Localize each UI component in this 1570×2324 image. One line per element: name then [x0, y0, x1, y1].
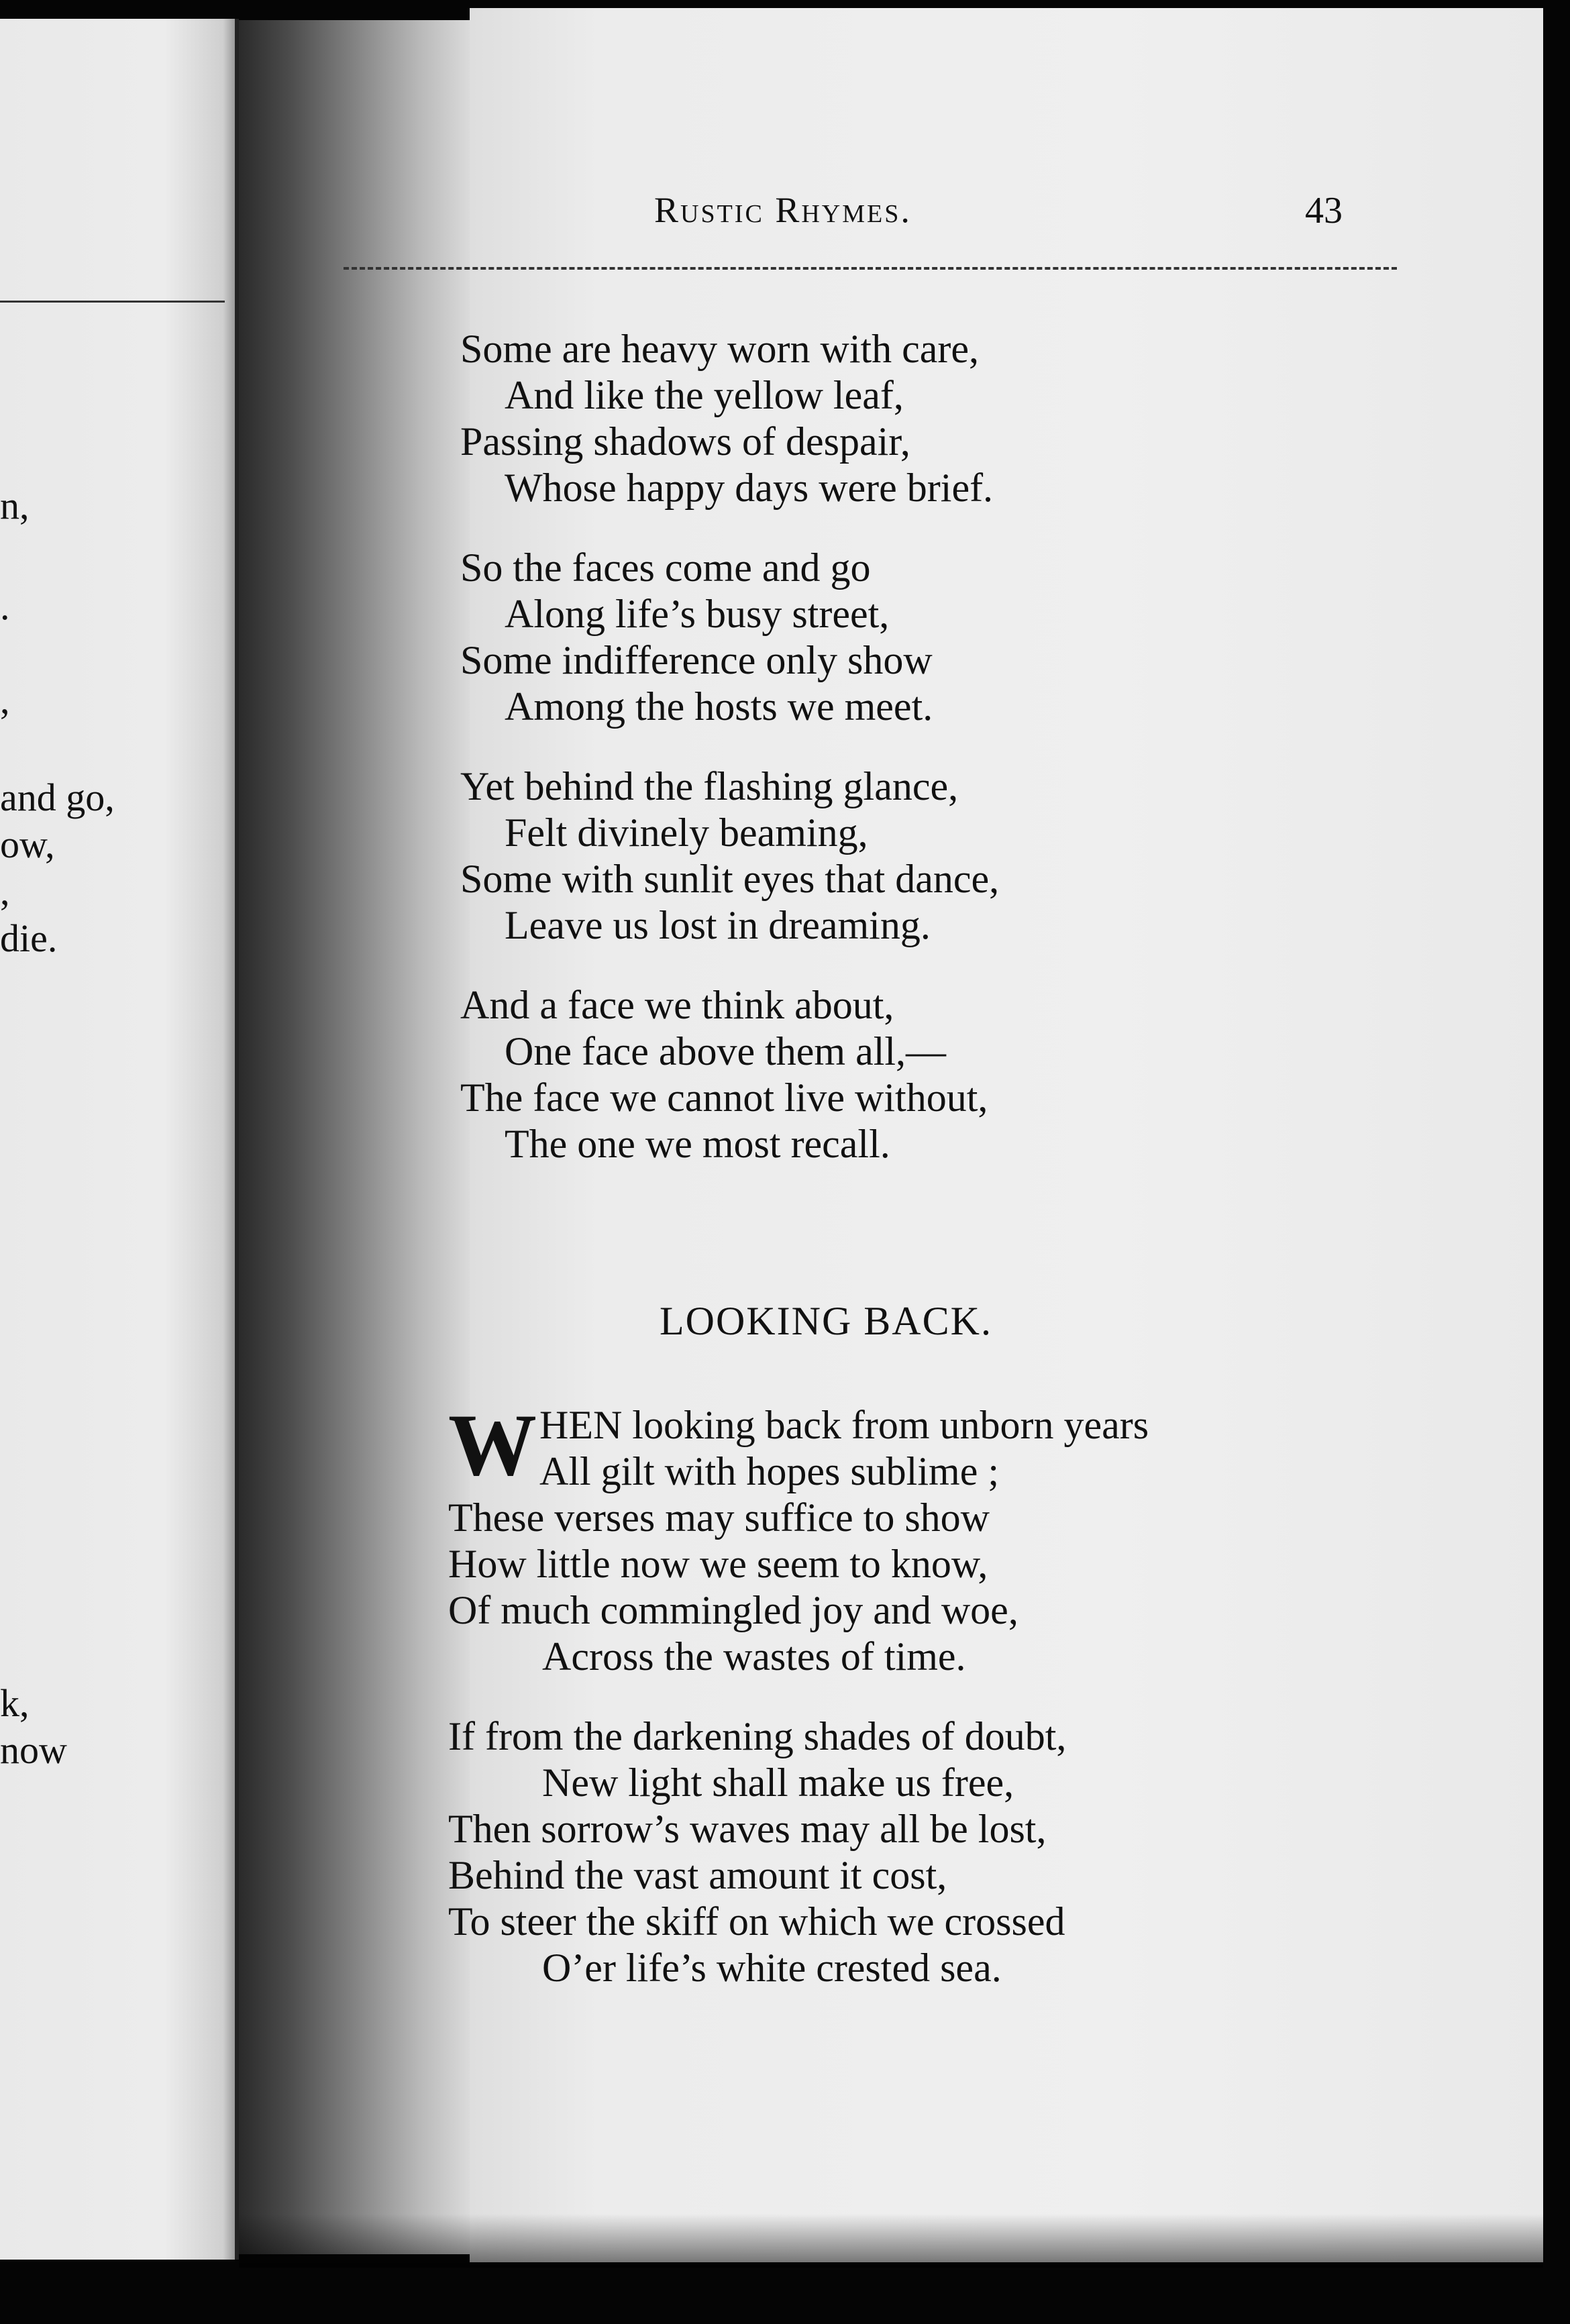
poem-line: Across the wastes of time. — [542, 1634, 966, 1679]
left-fragment: , — [0, 869, 10, 913]
poem-line: And a face we think about, — [460, 983, 894, 1027]
left-fragment: k, — [0, 1681, 30, 1725]
drop-cap: W — [448, 1395, 537, 1494]
poem-line: These verses may suffice to show — [448, 1495, 990, 1540]
poem-line: All gilt with hopes sublime ; — [539, 1449, 999, 1493]
poem-line: Leave us lost in dreaming. — [505, 903, 931, 947]
running-head-rule — [344, 267, 1397, 270]
poem-line: Yet behind the flashing glance, — [460, 764, 959, 808]
stanza-gap — [460, 730, 999, 763]
stanza-gap — [460, 949, 999, 982]
left-fragment: . — [0, 584, 10, 628]
poem-line: O’er life’s white crested sea. — [542, 1946, 1002, 1990]
poem-line: New light shall make us free, — [542, 1760, 1014, 1805]
poem-line: And like the yellow leaf, — [505, 373, 904, 417]
poem-looking-back — [448, 1395, 1388, 1991]
poem-line: So the faces come and go — [460, 545, 871, 590]
poem-line: Some indifference only show — [460, 638, 933, 682]
running-head — [654, 189, 912, 231]
page-number: 43 — [1305, 190, 1343, 231]
page-bottom-shadow — [239, 2214, 1543, 2268]
left-fragment: and go, — [0, 776, 115, 819]
running-head-title-second: Rhymes. — [775, 190, 912, 230]
poem-line: Along life’s busy street, — [505, 592, 890, 636]
poem-line: Of much commingled joy and woe, — [448, 1588, 1018, 1632]
left-fragment: die. — [0, 916, 58, 960]
poem-line: Some are heavy worn with care, — [460, 327, 980, 371]
section-title: LOOKING BACK. — [660, 1299, 992, 1343]
left-fragment: ow, — [0, 823, 55, 866]
book-gutter — [239, 20, 480, 2254]
poem-continuation — [460, 326, 999, 1167]
poem-line: Then sorrow’s waves may all be lost, — [448, 1807, 1047, 1851]
left-page — [0, 19, 239, 2260]
poem-line: One face above them all,— — [505, 1029, 947, 1073]
left-fragment: now — [0, 1728, 67, 1772]
poem-line: How little now we seem to know, — [448, 1542, 988, 1586]
poem-line: Some with sunlit eyes that dance, — [460, 857, 1000, 901]
running-head-title-first: Rustic — [654, 190, 764, 230]
poem-line: Whose happy days were brief. — [505, 466, 994, 510]
poem-line: Felt divinely beaming, — [505, 810, 868, 855]
poem-line: Among the hosts we meet. — [505, 684, 933, 729]
left-fragment: , — [0, 678, 10, 722]
left-fragment: n, — [0, 484, 30, 527]
left-page-rule — [0, 301, 225, 303]
stanza-gap — [448, 1680, 1388, 1713]
poem-line: The one we most recall. — [505, 1122, 890, 1166]
poem-line: Passing shadows of despair, — [460, 419, 910, 464]
poem-line: Behind the vast amount it cost, — [448, 1853, 947, 1897]
stanza-gap — [460, 511, 999, 545]
poem-line: The face we cannot live without, — [460, 1075, 988, 1120]
poem-line: To steer the skiff on which we crossed — [448, 1899, 1065, 1944]
poem-line: If from the darkening shades of doubt, — [448, 1714, 1067, 1758]
poem-line: HEN looking back from unborn years — [539, 1403, 1149, 1447]
